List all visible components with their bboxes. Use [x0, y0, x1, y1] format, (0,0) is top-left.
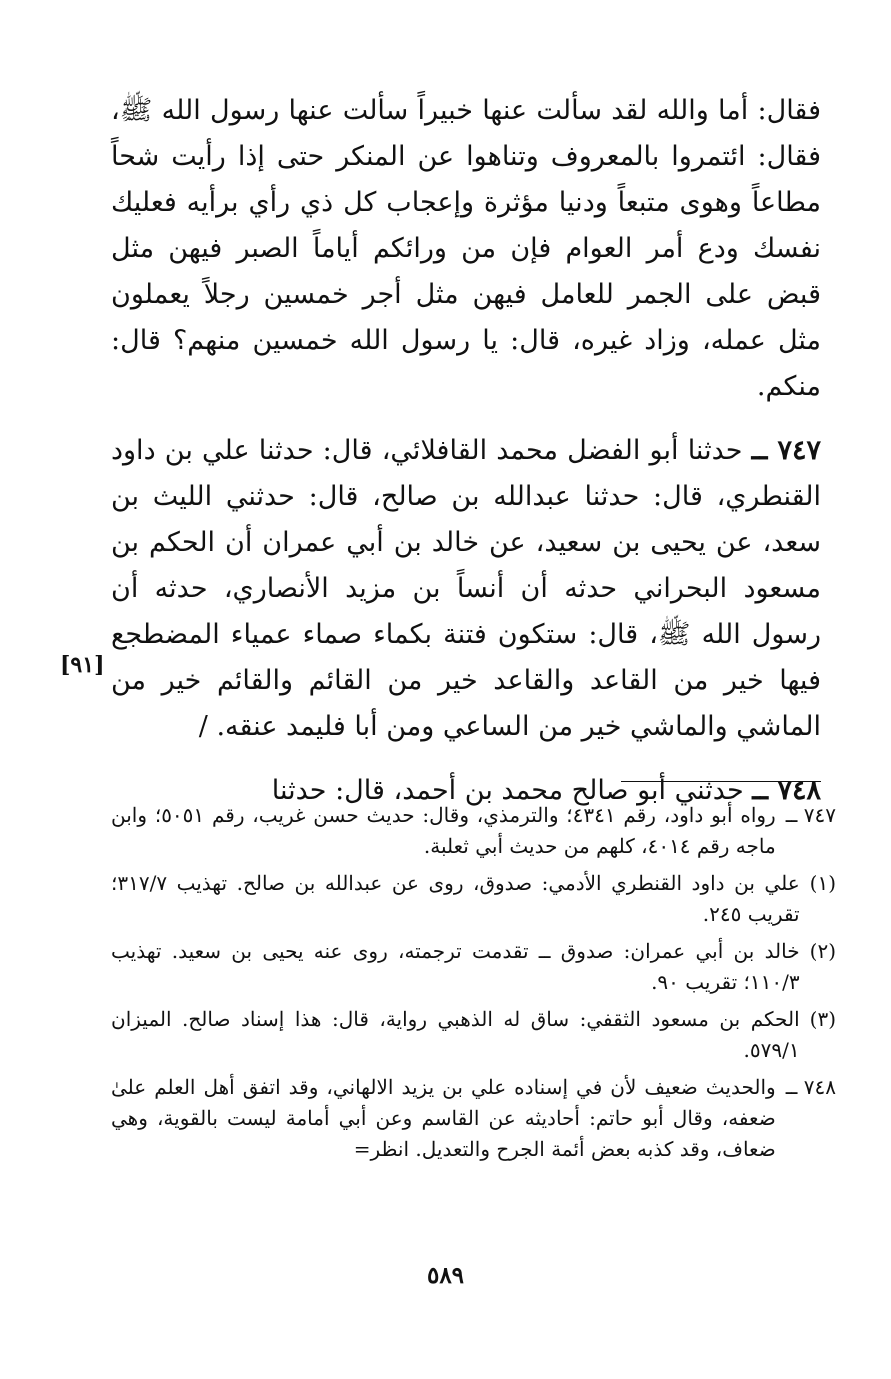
footnote-label: (٢): [809, 939, 836, 963]
paragraph-continuation: [111, 88, 821, 410]
main-text: [111, 88, 821, 814]
footnote-text: الحكم بن مسعود الثقفي: ساق له الذهبي رواية، قال: هذا إسناد صالح. الميزان ٥٧٩/١.: [111, 1007, 800, 1062]
footnote: [111, 800, 836, 862]
footnote-label: ٧٤٨ ــ: [785, 1075, 836, 1099]
footnote-label: ٧٤٧ ــ: [785, 803, 836, 827]
footnote: [111, 868, 836, 930]
hadith-747: [111, 428, 821, 750]
manuscript-folio-marker: [٩١]: [60, 652, 105, 678]
hadith-number: ٧٤٧ ــ: [751, 435, 821, 466]
page-number: ٥٨٩: [426, 1262, 465, 1289]
footnote-text: رواه أبو داود، رقم ٤٣٤١؛ والترمذي، وقال: حديث حسن غريب، رقم ٥٠٥١؛ وابن ماجه رقم ٤٠١٤، كلهم من حديث أبي ثعلبة.: [111, 803, 776, 858]
hadith-number: ٧٤٨ ــ: [752, 775, 821, 806]
footnote: [111, 1004, 836, 1066]
footnote-label: (٣): [809, 1007, 836, 1031]
footnote: [111, 936, 836, 998]
footnote-label: (١): [809, 871, 836, 895]
footnote-divider: [621, 781, 821, 782]
footnote-text: خالد بن أبي عمران: صدوق ــ تقدمت ترجمته، روى عنه يحيى بن سعيد. تهذيب ١١٠/٣؛ تقريب ٩٠.: [111, 939, 800, 994]
footnote-text: علي بن داود القنطري الأدمي: صدوق، روى عن عبدالله بن صالح. تهذيب ٣١٧/٧؛ تقريب ٢٤٥.: [111, 871, 800, 926]
footnotes: [111, 800, 836, 1171]
paragraph-text: حدثني أبو صالح محمد بن أحمد، قال: حدثنا: [271, 775, 744, 806]
paragraph-text: حدثنا أبو الفضل محمد القافلائي، قال: حدثنا علي بن داود القنطري، قال: حدثنا عبدالله بن صالح، قال: حدثني الليث بن سعد، عن يحيى بن سعيد، عن خالد بن أبي عمران أن الحكم بن مسعود البحراني حدثه أن أنساً بن مزيد الأنصاري، حدثه أن رسول الله ﷺ، قال: ستكون فتنة بكماء صماء عمياء المضطجع فيها خير من القاعد والقاعد خير من القائم والقائم خير من الماشي والماشي خير من الساعي ومن أبا فليمد عنقه. /: [111, 435, 821, 742]
paragraph-text: فقال: أما والله لقد سألت عنها خبيراً سألت عنها رسول الله ﷺ، فقال: ائتمروا بالمعروف وتناهوا عن المنكر حتى إذا رأيت شحاً مطاعاً وهوى متبعاً ودنيا مؤثرة وإعجاب كل ذي رأي برأيه فعليك نفسك ودع أمر العوام فإن من ورائكم أياماً الصبر فيهن مثل قبض على الجمر للعامل فيهن مثل أجر خمسين رجلاً يعملون مثل عمله، وزاد غيره، قال: يا رسول الله خمسين منهم؟ قال: منكم.: [111, 95, 821, 402]
footnote-text: والحديث ضعيف لأن في إسناده علي بن يزيد الالهاني، وقد اتفق أهل العلم علىٰ ضعفه، وقال أبو حاتم: أحاديثه عن القاسم وعن أبي أمامة ليست بالقوية، وهي ضعاف، وقد كذبه بعض أئمة الجرح والتعديل. انظر=: [111, 1075, 776, 1161]
footnote: [111, 1072, 836, 1165]
